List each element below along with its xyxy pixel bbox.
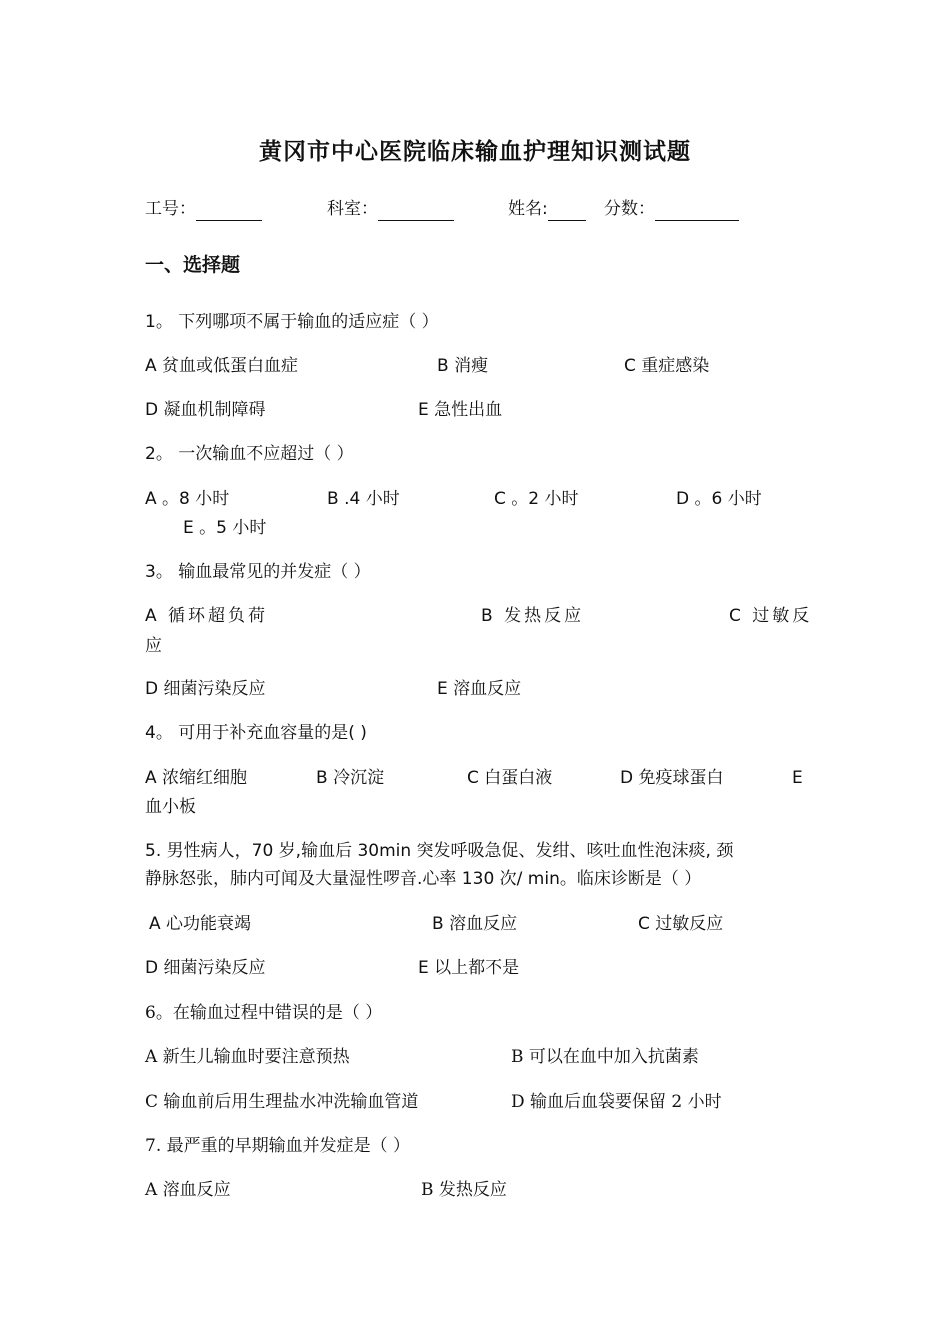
job-number-field (145, 197, 262, 221)
q5-option-a: A 心功能衰竭 (149, 914, 252, 934)
score-field (604, 197, 739, 221)
q1-option-a: A 贫血或低蛋白血症 (145, 356, 299, 376)
q1-option-b: B 消瘦 (437, 356, 489, 376)
q4-option-e-wrap: 血小板 (145, 797, 196, 817)
q7-option-a: A 溶血反应 (145, 1180, 231, 1200)
q5-option-e: E 以上都不是 (418, 958, 520, 978)
q5-option-d: D 细菌污染反应 (145, 958, 266, 978)
q6-option-d: D 输血后血袋要保留 2 小时 (511, 1092, 722, 1112)
department-blank[interactable] (378, 202, 454, 221)
question-5-stem-line2: 静脉怒张，肺内可闻及大量湿性啰音.心率 130 次/ min。临床诊断是（ ） (145, 869, 702, 889)
q3-option-c: C 过敏反 (729, 606, 813, 626)
q4-option-a: A 浓缩红细胞 (145, 768, 248, 788)
q1-option-c: C 重症感染 (624, 356, 710, 376)
q6-option-a: A 新生儿输血时要注意预热 (145, 1047, 350, 1067)
job-number-label: 工号： (145, 199, 196, 219)
question-1-stem: 1。 下列哪项不属于输血的适应症（ ） (145, 312, 439, 332)
q4-option-d: D 免疫球蛋白 (620, 768, 724, 788)
q6-option-b: B 可以在血中加入抗菌素 (511, 1047, 699, 1067)
department-field (327, 197, 454, 221)
q2-option-d: D 。6 小时 (676, 489, 762, 509)
q5-option-c: C 过敏反应 (638, 914, 724, 934)
name-field (508, 197, 586, 221)
question-4-stem: 4。 可用于补充血容量的是( ) (145, 723, 367, 743)
q7-option-b: B 发热反应 (421, 1180, 507, 1200)
q3-option-d: D 细菌污染反应 (145, 679, 266, 699)
question-7-stem: 7. 最严重的早期输血并发症是（ ） (145, 1136, 411, 1156)
name-label: 姓名: (508, 199, 548, 219)
q1-option-e: E 急性出血 (418, 400, 503, 420)
q3-option-a: A 循环超负荷 (145, 606, 269, 626)
q4-option-b: B 冷沉淀 (316, 768, 385, 788)
q2-option-c: C 。2 小时 (494, 489, 579, 509)
question-5-stem-line1: 5. 男性病人，70 岁,输血后 30min 突发呼吸急促、发绀、咳吐血性泡沫痰, 颈 (145, 841, 734, 861)
department-label: 科室： (327, 199, 378, 219)
q3-option-c-wrap: 应 (145, 636, 162, 656)
q2-option-a: A 。8 小时 (145, 489, 230, 509)
q2-option-e: E 。5 小时 (183, 518, 267, 538)
document-title: 黄冈市中心医院临床输血护理知识测试题 (259, 139, 691, 165)
name-blank[interactable] (548, 202, 586, 221)
q2-option-b: B .4 小时 (327, 489, 400, 509)
question-3-stem: 3。 输血最常见的并发症（ ） (145, 562, 371, 582)
job-number-blank[interactable] (196, 202, 262, 221)
q4-option-c: C 白蛋白液 (467, 768, 553, 788)
q1-option-d: D 凝血机制障碍 (145, 400, 266, 420)
score-blank[interactable] (655, 202, 739, 221)
question-2-stem: 2。 一次输血不应超过（ ） (145, 444, 354, 464)
q5-option-b: B 溶血反应 (432, 914, 518, 934)
section-heading: 一、选择题 (145, 254, 241, 276)
q3-option-e: E 溶血反应 (437, 679, 522, 699)
score-label: 分数： (604, 199, 655, 219)
q6-option-c: C 输血前后用生理盐水冲洗输血管道 (145, 1092, 419, 1112)
q3-option-b: B 发热反应 (481, 606, 585, 626)
question-6-stem: 6。在输血过程中错误的是（ ） (145, 1003, 383, 1023)
q4-option-e: E (792, 768, 803, 788)
